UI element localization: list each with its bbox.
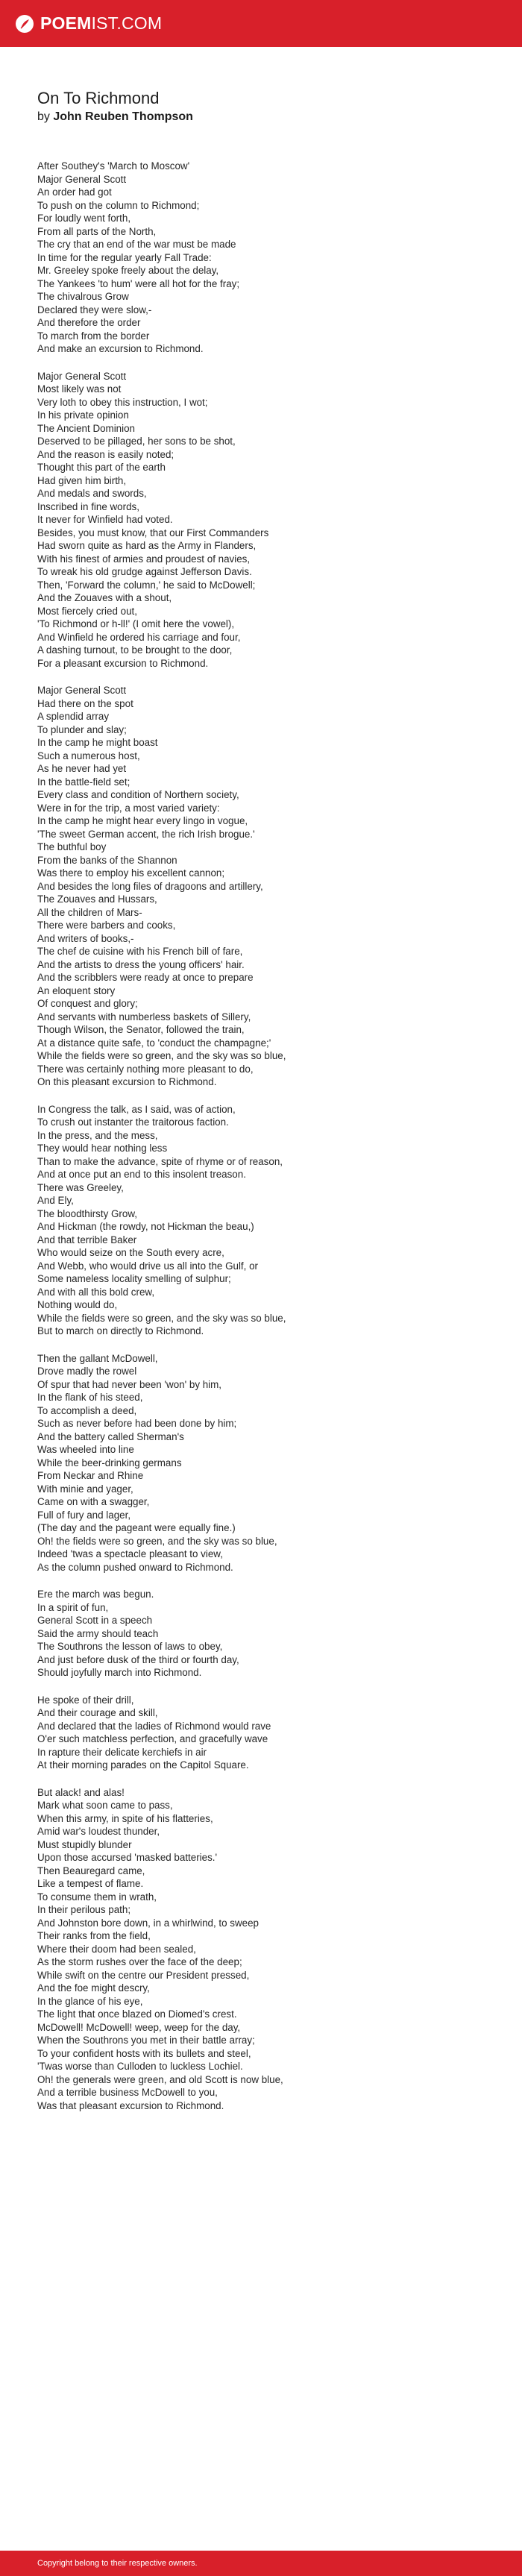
site-footer bbox=[0, 2551, 522, 2576]
poem-line: Said the army should teach bbox=[37, 1627, 159, 1639]
poem-line: But alack! and alas! bbox=[37, 1786, 125, 1798]
poem-line: Nothing would do, bbox=[37, 1299, 118, 1310]
poem-line: The chef de cuisine with his French bill of fare, bbox=[37, 946, 243, 957]
poem-line: Must stupidly blunder bbox=[37, 1838, 132, 1850]
poem-line: Deserved to be pillaged, her sons to be shot, bbox=[37, 436, 236, 447]
poem-line: And make an excursion to Richmond. bbox=[37, 343, 204, 354]
poem-line: In the camp he might boast bbox=[37, 737, 158, 748]
poem-line: Came on with a swagger, bbox=[37, 1496, 150, 1507]
poem-line: And the scribblers were ready at once to prepare bbox=[37, 972, 254, 983]
poem-line: Who would seize on the South every acre, bbox=[37, 1247, 224, 1258]
poem-line: In time for the regular yearly Fall Trade: bbox=[37, 251, 212, 263]
poem-line: Had there on the spot bbox=[37, 697, 133, 709]
poem-line: Then Beauregard came, bbox=[37, 1865, 145, 1876]
stanza bbox=[37, 1786, 492, 2113]
poem-line: An eloquent story bbox=[37, 984, 116, 996]
stanza bbox=[37, 1352, 492, 1574]
poem-line: General Scott in a speech bbox=[37, 1615, 153, 1626]
poem-line: Some nameless locality smelling of sulphur; bbox=[37, 1273, 231, 1284]
poem-line: Though Wilson, the Senator, followed the train, bbox=[37, 1024, 245, 1035]
poem-line: Such a numerous host, bbox=[37, 750, 140, 761]
poem-line: Of spur that had never been 'won' by him, bbox=[37, 1378, 222, 1390]
poem-line: And writers of books,- bbox=[37, 932, 134, 944]
poem-line: Amid war's loudest thunder, bbox=[37, 1826, 160, 1837]
poem-line: They would hear nothing less bbox=[37, 1143, 168, 1154]
poem-line: Drove madly the rowel bbox=[37, 1366, 137, 1377]
poem-line: But to march on directly to Richmond. bbox=[37, 1325, 204, 1336]
stanza bbox=[37, 684, 492, 1089]
poem-line: Ere the march was begun. bbox=[37, 1589, 154, 1600]
poem-line: For a pleasant excursion to Richmond. bbox=[37, 657, 209, 669]
poem-line: And therefore the order bbox=[37, 317, 141, 328]
poem-line: To push on the column to Richmond; bbox=[37, 199, 200, 211]
poem-line: And their courage and skill, bbox=[37, 1707, 158, 1718]
poem-line: The Ancient Dominion bbox=[37, 422, 136, 434]
poem-line: While swift on the centre our President pressed, bbox=[37, 1969, 250, 1981]
poem-line: He spoke of their drill, bbox=[37, 1694, 134, 1706]
poem-line: While the beer-drinking germans bbox=[37, 1457, 182, 1468]
poem-title: On To Richmond bbox=[37, 89, 160, 107]
poem-line: Than to make the advance, spite of rhyme or of reason, bbox=[37, 1155, 283, 1167]
poem-line: And that terrible Baker bbox=[37, 1234, 137, 1245]
poem-line: When this army, in spite of his flatteries, bbox=[37, 1812, 213, 1824]
poem-line: And the foe might descry, bbox=[37, 1982, 150, 1994]
poem-line: 'Twas worse than Culloden to luckless Lochiel. bbox=[37, 2061, 243, 2072]
stanza bbox=[37, 1694, 492, 1772]
poem-line: And Johnston bore down, in a whirlwind, to sweep bbox=[37, 1917, 260, 1929]
copyright-text: Copyright belong to their respective owners. bbox=[37, 2559, 198, 2568]
brand-name-light: IST.COM bbox=[91, 13, 163, 33]
poem-line: From the banks of the Shannon bbox=[37, 854, 177, 866]
poem-line: Like a tempest of flame. bbox=[37, 1878, 144, 1889]
poem-line: Mark what soon came to pass, bbox=[37, 1800, 173, 1811]
stanza bbox=[37, 1588, 492, 1680]
poem-line: And the Zouaves with a shout, bbox=[37, 592, 172, 603]
poem-line: To consume them in wrath, bbox=[37, 1891, 157, 1903]
poem-line: And besides the long files of dragoons and artillery, bbox=[37, 880, 263, 892]
poem-line: An order had got bbox=[37, 186, 112, 198]
poem-line: And the reason is easily noted; bbox=[37, 448, 174, 460]
poem-line: Major General Scott bbox=[37, 370, 127, 382]
poem-line: From Neckar and Rhine bbox=[37, 1470, 144, 1481]
poem-line: To plunder and slay; bbox=[37, 723, 127, 735]
poem-line: Major General Scott bbox=[37, 685, 127, 696]
poem-line: The Zouaves and Hussars, bbox=[37, 893, 157, 905]
poem-line: Had given him birth, bbox=[37, 474, 127, 486]
poem-line: The light that once blazed on Diomed's crest. bbox=[37, 2008, 237, 2020]
poem-line: And Ely, bbox=[37, 1195, 74, 1206]
poem-line: Where their doom had been sealed, bbox=[37, 1943, 196, 1955]
quill-circle-icon bbox=[15, 14, 34, 34]
poem-line: With minie and yager, bbox=[37, 1483, 133, 1495]
poem-line: Were in for the trip, a most varied variety: bbox=[37, 802, 220, 814]
poem-line: Very loth to obey this instruction, I wot; bbox=[37, 396, 208, 408]
poem-line: To your confident hosts with its bullets and steel, bbox=[37, 2047, 251, 2059]
poem-line: Most fiercely cried out, bbox=[37, 605, 137, 617]
poem-line: A splendid array bbox=[37, 711, 110, 722]
poem-line: Was wheeled into line bbox=[37, 1444, 134, 1455]
poem-line: Was that pleasant excursion to Richmond. bbox=[37, 2099, 224, 2111]
poem-line: With his finest of armies and proudest of navies, bbox=[37, 553, 251, 565]
poem-line: Their ranks from the field, bbox=[37, 1930, 151, 1941]
stanza bbox=[37, 1103, 492, 1338]
poem-line: A dashing turnout, to be brought to the door, bbox=[37, 644, 233, 656]
poem-line: And just before dusk of the third or fourth day, bbox=[37, 1653, 239, 1665]
poem-line: In Congress the talk, as I said, was of action, bbox=[37, 1103, 236, 1115]
poem-line: Oh! the fields were so green, and the sky was so blue, bbox=[37, 1535, 277, 1547]
poem-line: And declared that the ladies of Richmond would rave bbox=[37, 1720, 271, 1732]
poem-line: Most likely was not bbox=[37, 383, 122, 395]
poem-line: O'er such matchless perfection, and gracefully wave bbox=[37, 1733, 268, 1744]
poem-line: At a distance quite safe, to 'conduct the champagne;' bbox=[37, 1037, 271, 1049]
poem-line: Then the gallant McDowell, bbox=[37, 1352, 158, 1364]
poem-line: McDowell! McDowell! weep, weep for the day, bbox=[37, 2021, 241, 2033]
poem-line: And with all this bold crew, bbox=[37, 1286, 155, 1298]
poem-line: Was there to employ his excellent cannon; bbox=[37, 867, 225, 879]
poem-content bbox=[37, 88, 492, 2126]
poem-line: 'The sweet German accent, the rich Irish brogue.' bbox=[37, 828, 255, 840]
poem-line: And Webb, who would drive us all into the Gulf, or bbox=[37, 1260, 258, 1272]
poem-line: Declared they were slow,- bbox=[37, 304, 152, 315]
poem-line: And at once put an end to this insolent treason. bbox=[37, 1169, 246, 1180]
poem-line: Besides, you must know, that our First Commanders bbox=[37, 527, 269, 538]
poem-line: The Southrons the lesson of laws to obey, bbox=[37, 1641, 223, 1652]
poem-line: Every class and condition of Northern society, bbox=[37, 789, 239, 800]
poem-line: In the glance of his eye, bbox=[37, 1995, 143, 2007]
poem-line: All the children of Mars- bbox=[37, 906, 142, 918]
brand-name-strong: POEM bbox=[40, 13, 92, 33]
stanza bbox=[37, 370, 492, 670]
poem-line: And medals and swords, bbox=[37, 488, 147, 499]
poem-line: To accomplish a deed, bbox=[37, 1404, 137, 1416]
poem-line: Mr. Greeley spoke freely about the delay, bbox=[37, 265, 219, 276]
stanza bbox=[37, 160, 492, 356]
site-logo[interactable] bbox=[15, 13, 162, 34]
poem-line: While the fields were so green, and the sky was so blue, bbox=[37, 1312, 286, 1324]
poem-line: In a spirit of fun, bbox=[37, 1601, 109, 1613]
author-link[interactable]: John Reuben Thompson bbox=[53, 110, 193, 123]
poem-line: It never for Winfield had voted. bbox=[37, 514, 173, 525]
poem-line: And servants with numberless baskets of Sillery, bbox=[37, 1011, 251, 1022]
poem-line: The Yankees 'to hum' were all hot for the fray; bbox=[37, 277, 240, 289]
poem-line: As he never had yet bbox=[37, 763, 127, 774]
poem-line: In the flank of his steed, bbox=[37, 1392, 143, 1403]
poem-line: The bloodthirsty Grow, bbox=[37, 1207, 137, 1219]
poem-line: Such as never before had been done by him; bbox=[37, 1418, 237, 1429]
poem-line: (The day and the pageant were equally fine.) bbox=[37, 1522, 236, 1533]
poem-line: In the battle-field set; bbox=[37, 776, 130, 788]
poem-line: Thought this part of the earth bbox=[37, 462, 166, 473]
poem-line: To march from the border bbox=[37, 330, 150, 342]
poem-line: In rapture their delicate kerchiefs in air bbox=[37, 1746, 207, 1758]
poem-line: Oh! the generals were green, and old Scott is now blue, bbox=[37, 2073, 283, 2085]
poem-line: When the Southrons you met in their battle array; bbox=[37, 2035, 255, 2046]
poem-line: Had sworn quite as hard as the Army in Flanders, bbox=[37, 540, 257, 551]
poem-line: As the column pushed onward to Richmond. bbox=[37, 1561, 233, 1573]
poem-line: The buthful boy bbox=[37, 841, 107, 852]
poem-line: Upon those accursed 'masked batteries.' bbox=[37, 1852, 218, 1863]
poem-line: The chivalrous Grow bbox=[37, 291, 129, 302]
poem-line: And the battery called Sherman's bbox=[37, 1430, 184, 1442]
poem-line: Inscribed in fine words, bbox=[37, 500, 139, 512]
poem-line: And Winfield he ordered his carriage and four, bbox=[37, 631, 241, 643]
poem-line: Full of fury and lager, bbox=[37, 1509, 131, 1521]
poem-line: And a terrible business McDowell to you, bbox=[37, 2087, 218, 2098]
poem-line: In their perilous path; bbox=[37, 1904, 131, 1915]
poem-line: As the storm rushes over the face of the deep; bbox=[37, 1956, 242, 1967]
site-header bbox=[0, 0, 522, 47]
poem-line: And the artists to dress the young officers' hair. bbox=[37, 958, 245, 970]
poem-line: The cry that an end of the war must be made bbox=[37, 239, 236, 250]
poem-line: For loudly went forth, bbox=[37, 213, 131, 224]
poem-line: Then, 'Forward the column,' he said to McDowell; bbox=[37, 579, 256, 591]
poem-line: While the fields were so green, and the sky was so blue, bbox=[37, 1050, 286, 1061]
poem-line: From all parts of the North, bbox=[37, 225, 157, 237]
poem-line: And Hickman (the rowdy, not Hickman the beau,) bbox=[37, 1221, 254, 1232]
poem-line: There was certainly nothing more pleasant to do, bbox=[37, 1063, 254, 1075]
poem-line: There was Greeley, bbox=[37, 1181, 124, 1193]
poem-line: To wreak his old grudge against Jefferson Davis. bbox=[37, 566, 252, 577]
poem-line: To crush out instanter the traitorous faction. bbox=[37, 1116, 229, 1128]
poem-line: In the press, and the mess, bbox=[37, 1129, 158, 1141]
poem-body bbox=[37, 160, 492, 2112]
poem-line: 'To Richmond or h-ll!' (I omit here the vowel), bbox=[37, 618, 235, 629]
poem-line: After Southey's 'March to Moscow' bbox=[37, 160, 190, 172]
poem-line: In his private opinion bbox=[37, 409, 129, 421]
poem-line: Of conquest and glory; bbox=[37, 998, 138, 1009]
poem-line: There were barbers and cooks, bbox=[37, 920, 176, 931]
poem-byline bbox=[37, 109, 492, 125]
poem-line: In the camp he might hear every lingo in vogue, bbox=[37, 815, 248, 826]
poem-line: Should joyfully march into Richmond. bbox=[37, 1667, 202, 1678]
poem-line: Indeed 'twas a spectacle pleasant to view, bbox=[37, 1548, 223, 1559]
byline-prefix: by bbox=[37, 110, 50, 123]
poem-line: At their morning parades on the Capitol Square. bbox=[37, 1759, 249, 1771]
poem-line: Major General Scott bbox=[37, 173, 127, 185]
poem-line: On this pleasant excursion to Richmond. bbox=[37, 1076, 217, 1087]
